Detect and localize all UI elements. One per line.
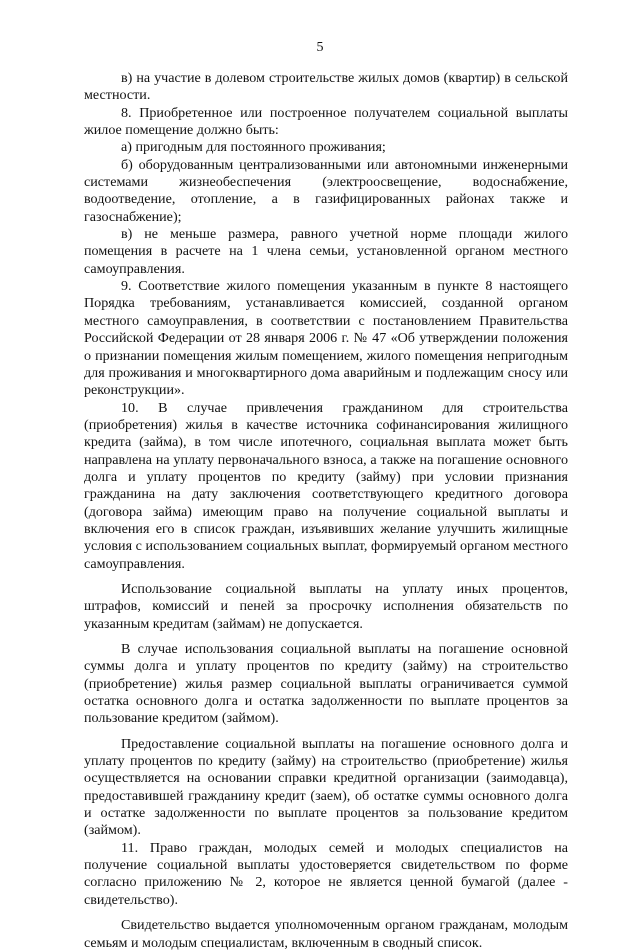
paragraph-8-item-b: б) оборудованным централизованными или автономными инженерными системами жизнеобеспечения (электроосвещение, водоснабжение, водоотведение, отопление, а в газифицированных районах также и газоснабжение);: [84, 156, 568, 225]
paragraph-11: 11. Право граждан, молодых семей и молодых специалистов на получение социальной выплаты удостоверяется свидетельством по форме согласно приложению № 2, которое не является ценной бумагой (далее - свидетельство).: [84, 839, 568, 908]
page-number: 5: [316, 40, 324, 55]
paragraph-10-penalties: Использование социальной выплаты на уплату иных процентов, штрафов, комиссий и пеней за просрочку исполнения обязательств по указанным кредитам (займам) не допускается.: [84, 580, 568, 632]
paragraph-10-principal: В случае использования социальной выплаты на погашение основной суммы долга и уплату процентов по кредиту (займу) на строительство (приобретение) жилья размер социальной выплаты ограничивается суммой остатка основного долга и остатка задолженности по выплате процентов за пользование кредитом (займом).: [84, 641, 568, 727]
paragraph-9: 9. Соответствие жилого помещения указанным в пункте 8 настоящего Порядка требованиям, устанавливается комиссией, созданной органом местного самоуправления, в соответствии с постановлением Правительства Российской Федерации от 28 января 2006 г. № 47 «Об утверждении положения о признании помещения жилым помещением, жилого помещения непригодным для проживания и многоквартирного дома аварийным и подлежащим сносу или реконструкции».: [84, 278, 568, 399]
paragraph-8-item-v: в) не меньше размера, равного учетной норме площади жилого помещения в расчете на 1 члена семьи, установленной органом местного самоуправления.: [84, 226, 568, 277]
paragraph-subitem-v-rural: в) на участие в долевом строительстве жилых домов (квартир) в сельской местности.: [84, 70, 568, 104]
paragraph-10: 10. В случае привлечения гражданином для строительства (приобретения) жилья в качестве источника софинансирования жилищного кредита (займа), в том числе ипотечного, социальная выплата может быть направлена на уплату первоначального взноса, а также на погашение основного долга и уплату процентов по кредиту (займу) при условии признания гражданина на дату заключения соответствующего кредитного договора (договора займа) имеющим право на получение социальной выплаты и включения его в список граждан, изъявивших желание улучшить жилищные условия с использованием социальных выплат, формируемый органом местного самоуправления.: [84, 399, 568, 572]
paragraph-11-issuance: Свидетельство выдается уполномоченным органом гражданам, молодым семьям и молодым специалистам, включенным в сводный список.: [84, 917, 568, 951]
document-body: [84, 70, 568, 952]
paragraph-8: 8. Приобретенное или построенное получателем социальной выплаты жилое помещение должно быть:: [84, 104, 568, 139]
paragraph-10-certificate-basis: Предоставление социальной выплаты на погашение основного долга и уплату процентов по кредиту (займу) на строительство (приобретение) жилья осуществляется на основании справки кредитной организации (заимодавца), предоставившей гражданину кредит (заем), об остатке суммы основного долга и остатке задолженности по выплате процентов за пользование кредитом (займом).: [84, 735, 568, 839]
paragraph-8-item-a: а) пригодным для постоянного проживания;: [121, 139, 386, 156]
